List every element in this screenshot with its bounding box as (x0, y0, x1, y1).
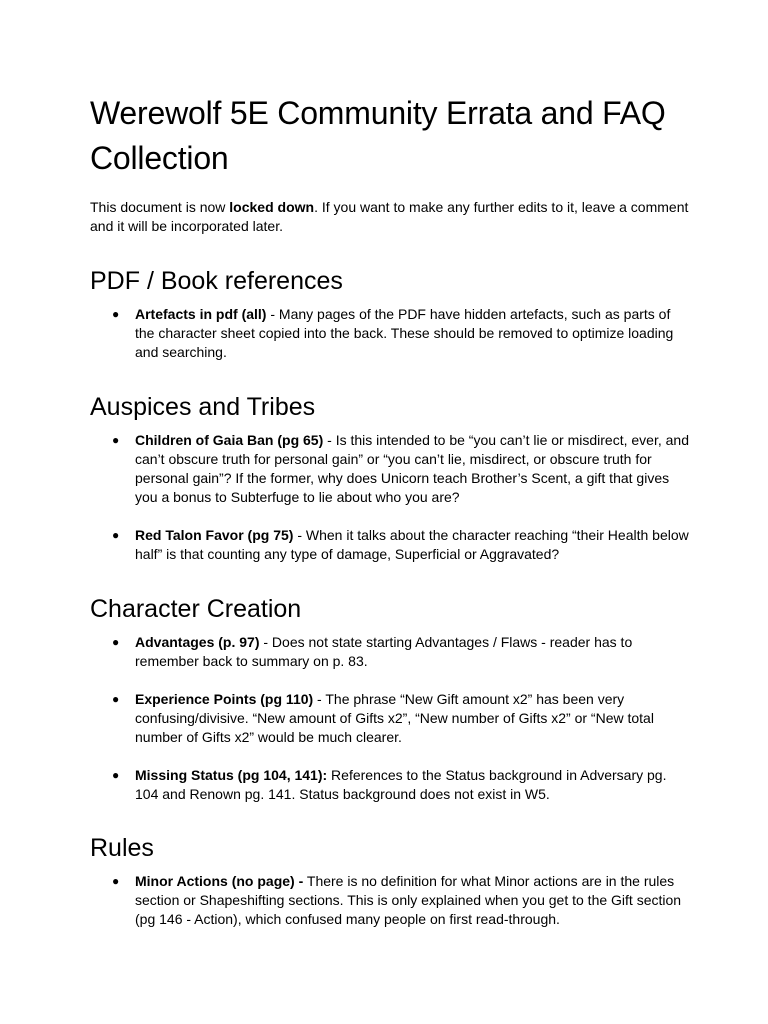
bullet-icon: ● (112, 307, 120, 321)
section-heading-rules: Rules (90, 834, 154, 862)
item-text: References to the Status background in Adversary pg. 104 and Renown pg. 141. Status background does not exist in W5. (135, 767, 667, 802)
item-text: - The phrase “New Gift amount x2” has been very confusing/divisive. “New amount of Gifts x2”, “New number of Gifts x2” or “New total number of Gifts x2” would be much clearer. (135, 691, 654, 745)
list-item (90, 690, 690, 747)
item-label: Minor Actions (no page) - (135, 873, 304, 889)
document-page (90, 91, 690, 929)
item-label: Children of Gaia Ban (pg 65) (135, 432, 324, 448)
item-label: Red Talon Favor (pg 75) (135, 527, 294, 543)
section-heading-auspices-and-tribes: Auspices and Tribes (90, 393, 316, 421)
intro-text-before: This document is now (90, 199, 230, 215)
list-item (90, 526, 690, 564)
bullet-list-character-creation (90, 633, 690, 804)
bullet-icon: ● (112, 635, 120, 649)
item-label: Artefacts in pdf (all) (135, 306, 267, 322)
item-label: Experience Points (pg 110) (135, 691, 314, 707)
bullet-list-auspices-and-tribes (90, 431, 690, 564)
bullet-icon: ● (112, 874, 120, 888)
intro-bold-text: locked down (229, 199, 315, 215)
item-label: Missing Status (pg 104, 141): (135, 767, 328, 783)
bullet-icon: ● (112, 692, 120, 706)
list-item (90, 305, 690, 362)
bullet-icon: ● (112, 433, 120, 447)
item-text: There is no definition for what Minor actions are in the rules section or Shapeshifting sections. This is only explained when you get to the Gift section (pg 146 - Action), which confused many people on first read-through. (135, 873, 682, 927)
bullet-list-rules (90, 872, 690, 929)
bullet-list-pdf-book-references (90, 305, 690, 362)
item-label: Advantages (p. 97) (135, 634, 260, 650)
bullet-icon: ● (112, 768, 120, 782)
bullet-icon: ● (112, 528, 120, 542)
document-title: Werewolf 5E Community Errata and FAQ Collection (90, 95, 666, 176)
item-text: - When it talks about the character reaching “their Health below half” is that counting any type of damage, Superficial or Aggravated? (135, 527, 689, 562)
section-heading-character-creation: Character Creation (90, 595, 302, 623)
intro-paragraph (90, 198, 690, 236)
item-text: - Does not state starting Advantages / Flaws - reader has to remember back to summary on p. 83. (135, 634, 633, 669)
item-text: - Is this intended to be “you can’t lie or misdirect, ever, and can’t obscure truth for personal gain” or “you can’t lie, misdirect, or obscure truth for personal gain”? If the former, why does Unicorn teach Brother’s Scent, a gift that gives you a bonus to Subterfuge to lie about who you are? (135, 432, 689, 505)
list-item (90, 766, 690, 804)
item-text: - Many pages of the PDF have hidden artefacts, such as parts of the character sheet copied into the back. These should be removed to optimize loading and searching. (135, 306, 674, 360)
list-item (90, 431, 690, 507)
list-item (90, 633, 690, 671)
intro-text-after: . If you want to make any further edits to it, leave a comment and it will be incorporated later. (90, 199, 689, 234)
list-item (90, 872, 690, 929)
section-heading-pdf-book-references: PDF / Book references (90, 267, 343, 295)
